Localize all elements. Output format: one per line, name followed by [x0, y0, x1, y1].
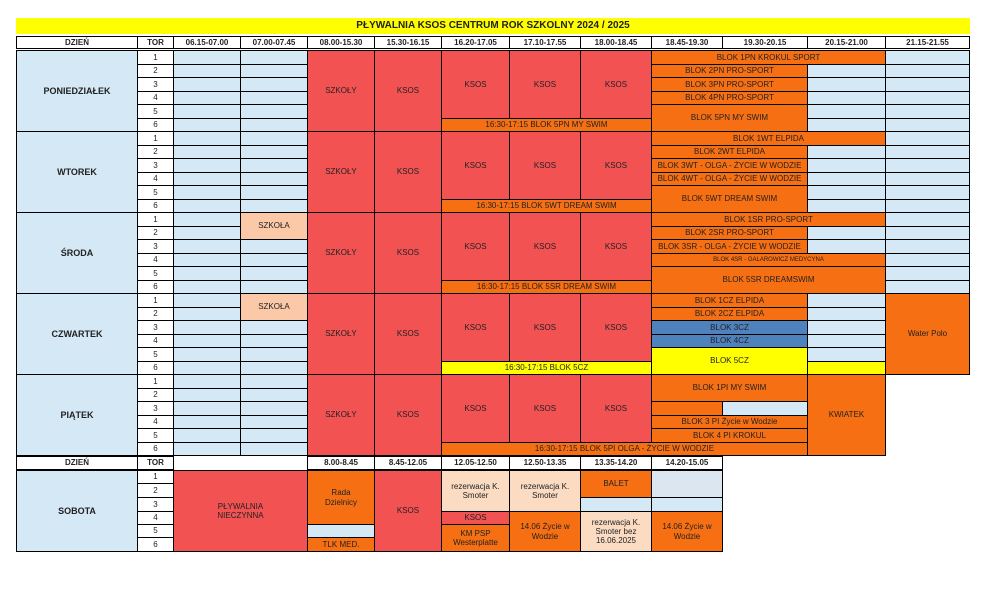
day-label-friday: PIĄTEK [16, 374, 138, 456]
block-2: BLOK 2WT ELPIDA [651, 145, 808, 159]
kwiatek-block: KWIATEK [807, 374, 886, 456]
ksos-block: KSOS [441, 511, 510, 525]
empty-slot [240, 374, 308, 389]
lane-number: 6 [137, 537, 174, 552]
lane-number: 5 [137, 266, 174, 281]
lane-number: 3 [137, 401, 174, 416]
empty-slot [885, 104, 970, 119]
page-title: PŁYWALNIA KSOS CENTRUM ROK SZKOLNY 2024 / 2025 [16, 18, 970, 34]
empty-slot [173, 145, 241, 159]
header-time: 17.10-17.55 [509, 36, 581, 49]
empty-slot [240, 50, 308, 65]
empty-slot [580, 497, 652, 512]
lane-number: 3 [137, 239, 174, 254]
lane-number: 4 [137, 91, 174, 105]
empty-slot [173, 50, 241, 65]
lane-number: 6 [137, 361, 174, 375]
empty-slot [173, 172, 241, 186]
block-2: BLOK 2PN PRO-SPORT [651, 64, 808, 78]
zycie-block: 14.06 Życie w Wodzie [651, 511, 723, 552]
schools-block: SZKOŁY [307, 131, 375, 213]
lane-number: 2 [137, 307, 174, 321]
lane-number: 1 [137, 131, 174, 146]
empty-slot [807, 226, 886, 240]
block-3: BLOK 3WT - OLGA - ŻYCIE W WODZIE [651, 158, 808, 173]
block-bottom: 16:30-17:15 BLOK 5SR DREAM SWIM [441, 280, 652, 294]
schools-block: SZKOŁY [307, 374, 375, 456]
lane-number: 6 [137, 199, 174, 213]
empty-slot [173, 226, 241, 240]
block-3: BLOK 3PN PRO-SPORT [651, 77, 808, 92]
empty-slot [807, 104, 886, 119]
empty-slot [240, 401, 308, 416]
lane-number: 5 [137, 185, 174, 200]
empty-slot [240, 253, 308, 267]
empty-slot [240, 172, 308, 186]
header-time: 06.15-07.00 [173, 36, 241, 49]
block-1: BLOK 1SR PRO-SPORT [651, 212, 886, 227]
empty-slot [240, 199, 308, 213]
empty-slot [173, 77, 241, 92]
ksos-block: KSOS [509, 374, 581, 443]
empty-slot [885, 185, 970, 200]
empty-slot [240, 64, 308, 78]
empty-slot [807, 158, 886, 173]
ksos-block: KSOS [509, 50, 581, 119]
empty-slot [240, 158, 308, 173]
block-2 [651, 401, 723, 416]
empty-slot [240, 415, 308, 429]
header-time: 19.30-20.15 [722, 36, 808, 49]
block-1: BLOK 1WT ELPIDA [651, 131, 886, 146]
lane-number: 3 [137, 320, 174, 335]
ksos-block: KSOS [509, 131, 581, 200]
ksos-block: KSOS [441, 293, 510, 362]
empty-slot [240, 131, 308, 146]
block-5: BLOK 5PN MY SWIM [651, 104, 808, 132]
block-4: BLOK 4PN PRO-SPORT [651, 91, 808, 105]
empty-slot [885, 145, 970, 159]
empty-slot [885, 64, 970, 78]
lane-number: 4 [137, 334, 174, 348]
empty-slot [173, 307, 241, 321]
schools-block: SZKOŁY [307, 293, 375, 375]
empty-slot [240, 77, 308, 92]
empty-slot [173, 239, 241, 254]
header-time: 15.30-16.15 [374, 36, 442, 49]
header-time: 16.20-17.05 [441, 36, 510, 49]
empty-slot [173, 280, 241, 294]
lane-number: 6 [137, 442, 174, 456]
header-time: 20.15-21.00 [807, 36, 886, 49]
reservation-block: rezerwacja K. Smoter [509, 470, 581, 512]
empty-slot [807, 199, 886, 213]
saturday-header-day: DZIEŃ [16, 456, 138, 470]
header-lane: TOR [137, 36, 174, 49]
empty-slot [240, 239, 308, 254]
empty-slot [173, 131, 241, 146]
lane-number: 1 [137, 293, 174, 308]
header-day: DZIEŃ [16, 36, 138, 49]
ksos-block: KSOS [580, 50, 652, 119]
block-2: BLOK 2SR PRO-SPORT [651, 226, 808, 240]
ksos-block: KSOS [441, 131, 510, 200]
empty-slot [885, 158, 970, 173]
empty-slot [173, 442, 241, 456]
block-5: BLOK 5SR DREAMSWIM [651, 266, 886, 294]
lane-number: 4 [137, 415, 174, 429]
empty-slot [307, 524, 375, 538]
lane-number: 2 [137, 64, 174, 78]
header-time: 21.15-21.55 [885, 36, 970, 49]
schools-block: SZKOŁY [307, 212, 375, 294]
block-1: BLOK 1CZ ELPIDA [651, 293, 808, 308]
empty-slot [807, 361, 886, 375]
lane-number: 2 [137, 483, 174, 498]
block-bottom: 16:30-17:15 BLOK 5WT DREAM SWIM [441, 199, 652, 213]
block-bottom: 16:30-17:15 BLOK 5CZ [441, 361, 652, 375]
empty-slot [240, 334, 308, 348]
lane-number: 5 [137, 104, 174, 119]
lane-number: 2 [137, 388, 174, 402]
block-bottom: 16:30-17:15 BLOK 5PN MY SWIM [441, 118, 652, 132]
saturday-header-time: 8.00-8.45 [307, 456, 375, 470]
empty-slot [807, 347, 886, 362]
block-3: BLOK 3 PI Życie w Wodzie [651, 415, 808, 429]
empty-slot [885, 239, 970, 254]
empty-slot [240, 347, 308, 362]
water-polo-block: Water Polo [885, 293, 970, 375]
lane-number: 4 [137, 511, 174, 525]
empty-slot [173, 415, 241, 429]
day-label-wednesday: ŚRODA [16, 212, 138, 294]
block-5: BLOK 5WT DREAM SWIM [651, 185, 808, 213]
empty-slot [173, 374, 241, 389]
empty-slot [240, 266, 308, 281]
header-time: 08.00-15.30 [307, 36, 375, 49]
lane-number: 5 [137, 524, 174, 538]
lane-number: 3 [137, 497, 174, 512]
ksos-block: KSOS [441, 50, 510, 119]
empty-slot [807, 64, 886, 78]
day-label-monday: PONIEDZIAŁEK [16, 50, 138, 132]
empty-slot [240, 428, 308, 443]
rada-block: Rada Dzielnicy [307, 470, 375, 525]
ksos-block: KSOS [441, 374, 510, 443]
empty-slot [807, 307, 886, 321]
lane-number: 5 [137, 347, 174, 362]
header-time: 07.00-07.45 [240, 36, 308, 49]
block-4: BLOK 4 PI KROKUL [651, 428, 808, 443]
empty-slot [173, 388, 241, 402]
lane-number: 1 [137, 212, 174, 227]
day-label-thursday: CZWARTEK [16, 293, 138, 375]
empty-slot [173, 334, 241, 348]
empty-slot [173, 104, 241, 119]
saturday-header-time: 12.50-13.35 [509, 456, 581, 470]
ksos-block: KSOS [580, 293, 652, 362]
lane-number: 3 [137, 77, 174, 92]
empty-slot [240, 104, 308, 119]
lane-number: 1 [137, 50, 174, 65]
empty-slot [173, 253, 241, 267]
empty-slot [240, 320, 308, 335]
empty-slot [807, 320, 886, 335]
ksos-block: KSOS [580, 212, 652, 281]
empty-slot [173, 212, 241, 227]
empty-slot [240, 361, 308, 375]
ksos-block: KSOS [374, 293, 442, 375]
empty-slot [885, 212, 970, 227]
empty-slot [885, 266, 970, 281]
ksos-block: KSOS [580, 374, 652, 443]
block-4: BLOK 4WT - OLGA - ŻYCIE W WODZIE [651, 172, 808, 186]
empty-slot [807, 145, 886, 159]
empty-slot [807, 172, 886, 186]
lane-number: 2 [137, 145, 174, 159]
ksos-block: KSOS [374, 470, 442, 552]
ksos-block: KSOS [374, 50, 442, 132]
empty-slot [240, 118, 308, 132]
empty-slot [173, 91, 241, 105]
empty-slot [173, 361, 241, 375]
ksos-block: KSOS [509, 293, 581, 362]
empty-slot [885, 91, 970, 105]
ksos-block: KSOS [441, 212, 510, 281]
empty-slot [885, 226, 970, 240]
block-3: BLOK 3CZ [651, 320, 808, 335]
lane-number: 1 [137, 374, 174, 389]
empty-slot [885, 77, 970, 92]
lane-number: 4 [137, 172, 174, 186]
schools-block: SZKOŁY [307, 50, 375, 132]
saturday-header-time: 14.20-15.05 [651, 456, 723, 470]
empty-slot [173, 185, 241, 200]
empty-slot [173, 293, 241, 308]
kmpsp-block: KM PSP Westerplatte [441, 524, 510, 552]
empty-slot [651, 497, 723, 512]
reservation-block: rezerwacja K. Smoter [441, 470, 510, 512]
lane-number: 3 [137, 158, 174, 173]
block-2: BLOK 2CZ ELPIDA [651, 307, 808, 321]
block-4: BLOK 4CZ [651, 334, 808, 348]
block-3: BLOK 3SR - OLGA - ŻYCIE W WODZIE [651, 239, 808, 254]
empty-slot [651, 470, 723, 498]
lane-number: 2 [137, 226, 174, 240]
saturday-header-time: 13.35-14.20 [580, 456, 652, 470]
saturday-header-time: 12.05-12.50 [441, 456, 510, 470]
day-label-saturday: SOBOTA [16, 470, 138, 552]
tlk-block: TLK MED. [307, 537, 375, 552]
empty-slot [885, 172, 970, 186]
empty-slot [807, 293, 886, 308]
empty-slot [885, 118, 970, 132]
empty-slot [885, 50, 970, 65]
empty-slot [722, 401, 808, 416]
reservation-block: rezerwacja K. Smoter bez 16.06.2025 [580, 511, 652, 552]
empty-slot [885, 253, 970, 267]
zycie-block: 14.06 Życie w Wodzie [509, 511, 581, 552]
empty-slot [240, 442, 308, 456]
empty-slot [240, 145, 308, 159]
ksos-block: KSOS [374, 374, 442, 456]
ksos-block: KSOS [580, 131, 652, 200]
empty-slot [240, 388, 308, 402]
empty-slot [173, 64, 241, 78]
empty-slot [885, 280, 970, 294]
ksos-block: KSOS [509, 212, 581, 281]
empty-slot [807, 334, 886, 348]
block-1: BLOK 1PI MY SWIM [651, 374, 808, 402]
empty-slot [807, 118, 886, 132]
block-bottom: 16:30-17:15 BLOK 5PI OLGA - ŻYCIE W WODZIE [441, 442, 808, 456]
saturday-header-lane: TOR [137, 456, 174, 470]
school-block: SZKOŁA [240, 293, 308, 321]
ksos-block: KSOS [374, 131, 442, 213]
empty-slot [173, 118, 241, 132]
lane-number: 4 [137, 253, 174, 267]
empty-slot [173, 199, 241, 213]
header-time: 18.00-18.45 [580, 36, 652, 49]
empty-slot [173, 320, 241, 335]
empty-slot [240, 185, 308, 200]
empty-slot [240, 280, 308, 294]
empty-slot [885, 131, 970, 146]
closed-block: PŁYWALNIA NIECZYNNA [173, 470, 308, 552]
school-block: SZKOŁA [240, 212, 308, 240]
ksos-block: KSOS [374, 212, 442, 294]
empty-slot [240, 91, 308, 105]
empty-slot [807, 91, 886, 105]
lane-number: 1 [137, 470, 174, 484]
empty-slot [885, 199, 970, 213]
day-label-tuesday: WTOREK [16, 131, 138, 213]
lane-number: 5 [137, 428, 174, 443]
lane-number: 6 [137, 280, 174, 294]
lane-number: 6 [137, 118, 174, 132]
block-1: BLOK 1PN KROKUL SPORT [651, 50, 886, 65]
empty-slot [173, 266, 241, 281]
balet-block: BALET [580, 470, 652, 498]
empty-slot [807, 239, 886, 254]
empty-slot [173, 158, 241, 173]
empty-slot [807, 185, 886, 200]
block-5: BLOK 5CZ [651, 347, 808, 375]
empty-slot [173, 401, 241, 416]
empty-slot [173, 428, 241, 443]
block-4: BLOK 4SR - GALAROWICZ MEDYCYNA [651, 253, 886, 267]
header-time: 18.45-19.30 [651, 36, 723, 49]
empty-slot [807, 77, 886, 92]
saturday-header-time: 8.45-12.05 [374, 456, 442, 470]
empty-slot [173, 347, 241, 362]
